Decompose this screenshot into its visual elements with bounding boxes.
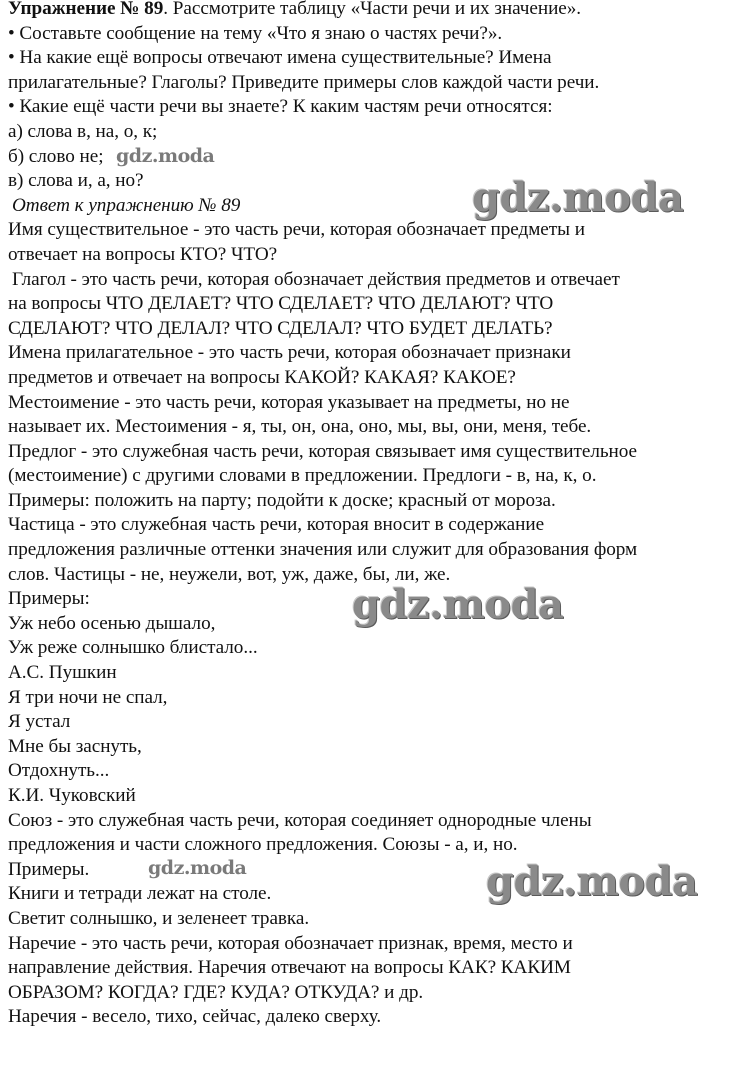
answer-line: Уж реже солнышко блистало...	[8, 637, 258, 659]
answer-line: Книги и тетради лежат на столе.	[8, 883, 272, 905]
exercise-line: • На какие ещё вопросы отвечают имена существительные? Имена	[8, 47, 552, 69]
exercise-line: • Какие ещё части речи вы знаете? К каким частям речи относятся:	[8, 96, 553, 118]
answer-line: Глагол - это часть речи, которая обозначает действия предметов и отвечает	[12, 268, 620, 290]
answer-line: СДЕЛАЮТ? ЧТО ДЕЛАЛ? ЧТО СДЕЛАЛ? ЧТО БУДЕТ ДЕЛАТЬ?	[8, 317, 553, 339]
answer-line: Предлог - это служебная часть речи, которая связывает имя существительное	[8, 440, 638, 462]
answer-line: Светит солнышко, и зеленеет травка.	[8, 907, 310, 929]
answer-line: Уж небо осенью дышало,	[8, 612, 216, 634]
answer-line: слов. Частицы - не, неужели, вот, уж, даже, бы, ли, же.	[8, 563, 451, 585]
answer-line: Отдохнуть...	[8, 760, 110, 782]
exercise-line: прилагательные? Глаголы? Приведите примеры слов каждой части речи.	[8, 71, 600, 93]
answer-heading: Ответ к упражнению № 89	[12, 194, 241, 216]
answer-line: Я три ночи не спал,	[8, 686, 168, 708]
watermark-logo: gdz.moda	[486, 858, 698, 905]
answer-line: Имя существительное - это часть речи, которая обозначает предметы и	[8, 219, 585, 241]
answer-line: предложения и части сложного предложения. Союзы - а, и, но.	[8, 834, 518, 856]
answer-line: Мне бы заснуть,	[8, 735, 142, 757]
exercise-line: • Составьте сообщение на тему «Что я знаю о частях речи?».	[8, 22, 503, 44]
answer-line: Частица - это служебная часть речи, которая вносит в содержание	[8, 514, 545, 536]
answer-line: ОБРАЗОМ? КОГДА? ГДЕ? КУДА? ОТКУДА? и др.	[8, 981, 424, 1003]
exercise-line: а) слова в, на, о, к;	[8, 120, 158, 142]
answer-line: Примеры: положить на парту; подойти к доске; красный от мороза.	[8, 489, 556, 511]
answer-line: К.И. Чуковский	[8, 785, 136, 806]
answer-line: отвечает на вопросы КТО? ЧТО?	[8, 243, 278, 265]
exercise-instruction: . Рассмотрите таблицу «Части речи и их значение».	[163, 0, 582, 19]
exercise-line: в) слова и, а, но?	[8, 170, 144, 192]
answer-line: предметов и отвечает на вопросы КАКОЙ? КАКАЯ? КАКОЕ?	[8, 366, 516, 388]
answer-line: Наречия - весело, тихо, сейчас, далеко сверху.	[8, 1006, 382, 1028]
answer-line: Примеры:	[8, 588, 90, 610]
answer-line: на вопросы ЧТО ДЕЛАЕТ? ЧТО СДЕЛАЕТ? ЧТО ДЕЛАЮТ? ЧТО	[8, 293, 554, 315]
exercise-line: б) слово не;	[8, 145, 104, 167]
answer-line: Наречие - это часть речи, которая обозначает признак, время, место и	[8, 932, 573, 954]
answer-line: Я устал	[8, 711, 71, 733]
watermark-logo: gdz.moda	[116, 145, 215, 167]
watermark-logo: gdz.moda	[148, 857, 247, 879]
answer-line: Имена прилагательное - это часть речи, которая обозначает признаки	[8, 342, 571, 364]
answer-line: направление действия. Наречия отвечают на вопросы КАК? КАКИМ	[8, 957, 571, 979]
answer-line: называет их. Местоимения - я, ты, он, она, оно, мы, вы, они, меня, тебе.	[8, 416, 592, 438]
exercise-title: Упражнение № 89	[8, 0, 164, 19]
answer-line: А.С. Пушкин	[8, 662, 117, 684]
watermark-logo: gdz.moda	[472, 174, 684, 221]
watermark-logo: gdz.moda	[352, 581, 564, 628]
answer-line: (местоимение) с другими словами в предложении. Предлоги - в, на, к, о.	[8, 465, 597, 487]
answer-line: Примеры.	[8, 858, 90, 880]
answer-line: Местоимение - это часть речи, которая указывает на предметы, но не	[8, 391, 570, 413]
exercise-title-line	[8, 0, 723, 22]
answer-line: Союз - это служебная часть речи, которая соединяет однородные члены	[8, 809, 592, 831]
answer-line: предложения различные оттенки значения или служит для образования форм	[8, 539, 638, 561]
